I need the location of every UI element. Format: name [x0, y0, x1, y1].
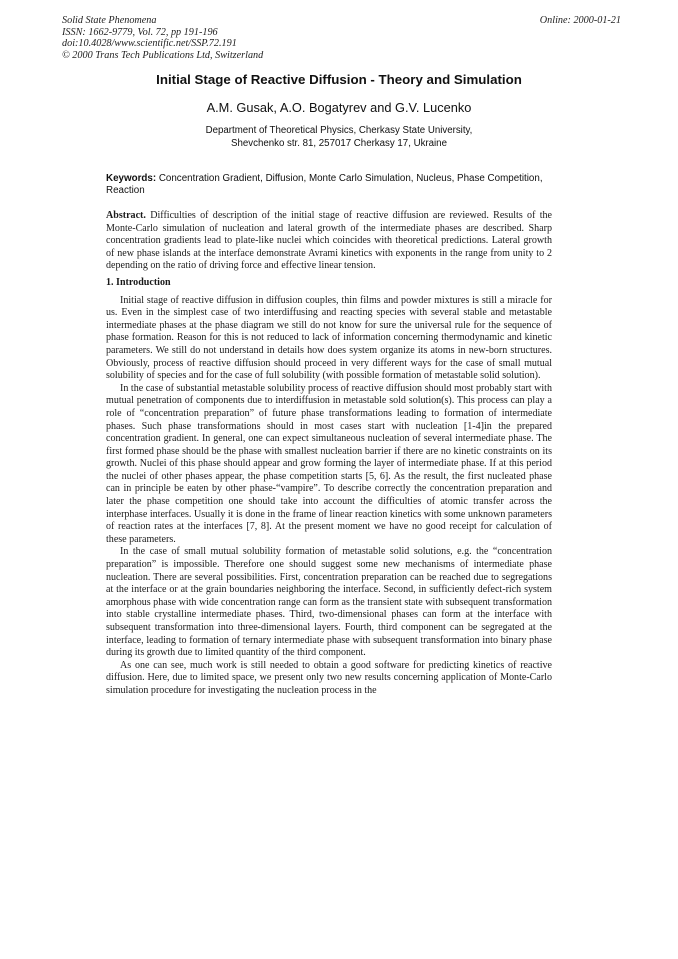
author-list: A.M. Gusak, A.O. Bogatyrev and G.V. Lucenko: [206, 100, 472, 115]
affiliation-line-1: Department of Theoretical Physics, Cherkasy State University,: [205, 125, 473, 136]
paper-title: Initial Stage of Reactive Diffusion - Theory and Simulation: [156, 72, 522, 87]
affiliation: [0, 125, 678, 150]
online-date: Online: 2000-01-21: [539, 15, 621, 26]
section-heading-introduction: 1. Introduction: [106, 276, 171, 288]
main-text: [106, 210, 552, 698]
intro-paragraph-3: In the case of small mutual solubility formation of metastable solid solutions, e.g. the “concentration preparation” is impossible. Therefore one should suggest some new mechanisms of intermediate phase nucleation. There are several possibilities. First, concentration preparation can be reached due to segregations at the interface or at the grain boundaries neighboring the interface. Second, in sufficiently defect-rich system amorphous phase with wide concentration range can form as the transient state with subsequent transformation into stable crystalline intermediate phases. Third, two-dimensional phases can form at the interface with subsequent transformation into three-dimensional layers. Fourth, third component can be segregated at the interface, leading to formation of ternary intermediate phase with subsequent transformation into binary phase during its growth due to limited quantity of the third component.: [106, 546, 552, 659]
intro-paragraph-4: As one can see, much work is still needed to obtain a good software for predicting kinetics of reactive diffusion. Here, due to limited space, we present only two new results concerning application of Monte-Carlo simulation procedure for investigating the nucleation process in the: [106, 659, 552, 696]
affiliation-line-2: Shevchenko str. 81, 257017 Cherkasy 17, Ukraine: [231, 137, 447, 149]
abstract: [106, 210, 552, 273]
issn-line: ISSN: 1662-9779, Vol. 72, pp 191-196: [62, 26, 218, 38]
doi-line[interactable]: doi:10.4028/www.scientific.net/SSP.72.191: [62, 38, 237, 50]
keywords-label: Keywords:: [106, 173, 157, 184]
copyright-line: © 2000 Trans Tech Publications Ltd, Switzerland: [62, 49, 264, 61]
abstract-text: Difficulties of description of the initial stage of reactive diffusion are reviewed. Results of the Monte-Carlo simulation of nucleation and lateral growth of the intermediate phases are described. Sharp concentration gradients lead to plate-like nuclei which coincides with theoretical predictions. Lateral growth of new phase islands at the interface demonstrate Avrami kinetics with exponents in the range from unity to 2 depending on the ratio of driving force and effective linear tension.: [106, 210, 553, 272]
keywords-text: Concentration Gradient, Diffusion, Monte Carlo Simulation, Nucleus, Phase Competition, Reaction: [106, 173, 543, 197]
intro-paragraph-1: Initial stage of reactive diffusion in diffusion couples, thin films and powder mixtures is still a miracle for us. Even in the simplest case of two interdiffusing and reacting species with several stable and metastable intermediate phases at the phase diagram we still do not know for sure the universal rule for the sequence of phase formation. Reason for this is not reduced to lack of information concerning thermodynamic and kinetic parameters. We still do not understand in details how does system organize its atoms in new-born structures. Obviously, process of reactive diffusion should proceed in very different ways for the case of small mutual solubility of species and for the case of full solubility (with possible formation of metastable solid solution).: [106, 294, 552, 382]
publication-info: [62, 15, 263, 61]
keywords-block: [106, 173, 546, 197]
intro-paragraph-2: In the case of substantial metastable solubility process of reactive diffusion should most probably start with mutual penetration of components due to interdiffusion in metastable sold solution(s). This process can play a role of “concentration preparation” of future phase transformations leading to formation of intermediate phases. Such phase transformations should in most cases start with nucleation [1-4]in the prepared concentration gradient. In general, one can expect simultaneous nucleation of several intermediate phase. The first formed phase should be the phase with smallest nucleation barrier if there are no kinetic constraints on its growth. Nuclei of this phase should appear and grow forming the layer of intermediate phase. If at this period the nuclei of other phases appear, the phase competition starts [5, 6]. As the result, the first nucleated phase can in principle be eaten by other phase-“vampire”. To describe correctly the concentration preparation and later the phase competition one should take into account the difficulties of atomic transfer across the interphase interfaces. Usually it is done in the frame of linear reaction kinetics with some unknown parameters of reaction rates at the interfaces [7, 8]. At the present moment we have no good receipt for calculation of these parameters.: [106, 382, 552, 545]
running-header: [62, 15, 621, 61]
journal-name: Solid State Phenomena: [62, 15, 157, 26]
abstract-label: Abstract.: [106, 210, 146, 221]
